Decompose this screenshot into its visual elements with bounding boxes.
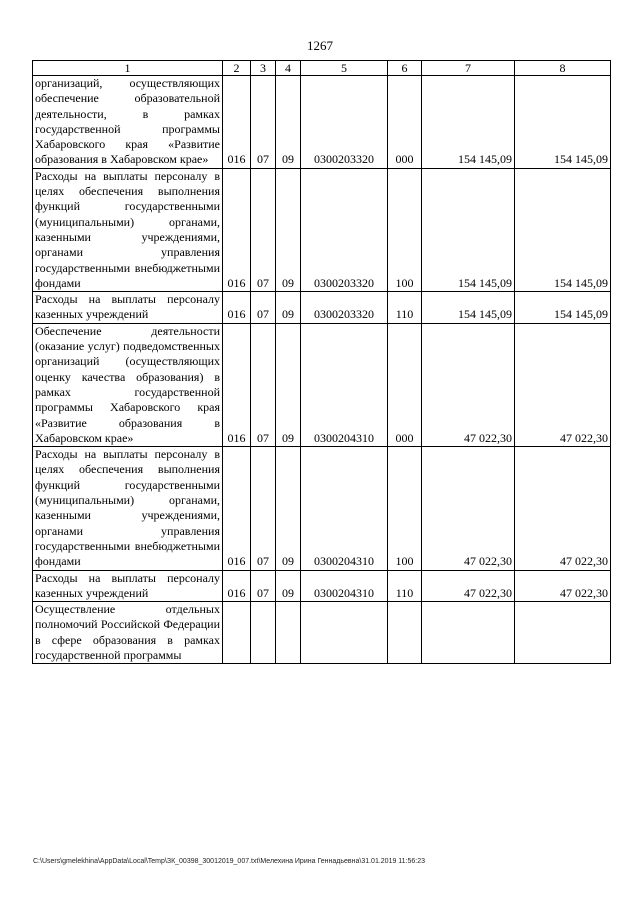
- row-description: Расходы на выплаты персоналу казенных учреждений: [33, 292, 223, 324]
- amount-planned: 154 145,09: [422, 292, 515, 324]
- section-code: 07: [251, 447, 276, 570]
- table-row: [33, 447, 611, 570]
- row-description: Расходы на выплаты персоналу в целях обеспечения выполнения функций государственными (муниципальными) органами, казенными учреждениями, органами управления государственными внебюджетными фондами: [33, 447, 223, 570]
- amount-planned: 47 022,30: [422, 447, 515, 570]
- table-row: [33, 76, 611, 169]
- page-number: 1267: [307, 38, 333, 53]
- amount-total: 47 022,30: [515, 323, 611, 446]
- target-item-code: [301, 602, 388, 664]
- column-header: 1: [33, 61, 223, 76]
- column-header: 4: [276, 61, 301, 76]
- amount-total: 47 022,30: [515, 570, 611, 602]
- section-code: 07: [251, 323, 276, 446]
- column-header: 3: [251, 61, 276, 76]
- subsection-code: 09: [276, 76, 301, 169]
- ministry-code: 016: [223, 76, 251, 169]
- target-item-code: 0300203320: [301, 168, 388, 291]
- expense-type-code: 110: [388, 292, 422, 324]
- row-description: Расходы на выплаты персоналу казенных учреждений: [33, 570, 223, 602]
- subsection-code: 09: [276, 447, 301, 570]
- target-item-code: 0300204310: [301, 323, 388, 446]
- budget-table: [32, 60, 611, 664]
- table-row: [33, 570, 611, 602]
- section-code: 07: [251, 570, 276, 602]
- file-path-footer: C:\Users\gmelekhina\AppData\Local\Temp\ЗК_00398_30012019_007.txt\Мелехина Ирина Геннадьевна\31.01.2019 11:56:23: [33, 858, 426, 865]
- section-code: 07: [251, 292, 276, 324]
- ministry-code: 016: [223, 168, 251, 291]
- row-description: организаций, осуществляющих обеспечение образовательной деятельности, в рамках государственной программы Хабаровского края «Развитие образования в Хабаровском крае»: [33, 76, 223, 169]
- target-item-code: 0300203320: [301, 292, 388, 324]
- table-row: [33, 323, 611, 446]
- section-code: 07: [251, 76, 276, 169]
- column-header: 7: [422, 61, 515, 76]
- amount-total: [515, 602, 611, 664]
- row-description: Расходы на выплаты персоналу в целях обеспечения выполнения функций государственными (муниципальными) органами, казенными учреждениями, органами управления государственными внебюджетными фондами: [33, 168, 223, 291]
- expense-type-code: 100: [388, 447, 422, 570]
- ministry-code: 016: [223, 447, 251, 570]
- amount-planned: 47 022,30: [422, 323, 515, 446]
- amount-total: 154 145,09: [515, 76, 611, 169]
- section-code: 07: [251, 168, 276, 291]
- amount-planned: [422, 602, 515, 664]
- section-code: [251, 602, 276, 664]
- column-header: 5: [301, 61, 388, 76]
- ministry-code: 016: [223, 323, 251, 446]
- amount-planned: 47 022,30: [422, 570, 515, 602]
- header-row: [33, 61, 611, 76]
- amount-total: 154 145,09: [515, 168, 611, 291]
- expense-type-code: 000: [388, 76, 422, 169]
- amount-planned: 154 145,09: [422, 168, 515, 291]
- table-row: [33, 292, 611, 324]
- amount-total: 154 145,09: [515, 292, 611, 324]
- column-header: 8: [515, 61, 611, 76]
- target-item-code: 0300204310: [301, 447, 388, 570]
- table-row: [33, 168, 611, 291]
- column-header: 2: [223, 61, 251, 76]
- subsection-code: 09: [276, 168, 301, 291]
- row-description: Осуществление отдельных полномочий Российской Федерации в сфере образования в рамках государственной программы: [33, 602, 223, 664]
- amount-planned: 154 145,09: [422, 76, 515, 169]
- target-item-code: 0300204310: [301, 570, 388, 602]
- table-row: [33, 602, 611, 664]
- ministry-code: 016: [223, 570, 251, 602]
- expense-type-code: 000: [388, 323, 422, 446]
- subsection-code: 09: [276, 292, 301, 324]
- subsection-code: 09: [276, 570, 301, 602]
- expense-type-code: [388, 602, 422, 664]
- ministry-code: [223, 602, 251, 664]
- column-header: 6: [388, 61, 422, 76]
- row-description: Обеспечение деятельности (оказание услуг) подведомственных организаций (осуществляющих оценку качества образования) в рамках государственной программы Хабаровского края «Развитие образования в Хабаровском крае»: [33, 323, 223, 446]
- subsection-code: 09: [276, 323, 301, 446]
- subsection-code: [276, 602, 301, 664]
- expense-type-code: 100: [388, 168, 422, 291]
- expense-type-code: 110: [388, 570, 422, 602]
- amount-total: 47 022,30: [515, 447, 611, 570]
- target-item-code: 0300203320: [301, 76, 388, 169]
- ministry-code: 016: [223, 292, 251, 324]
